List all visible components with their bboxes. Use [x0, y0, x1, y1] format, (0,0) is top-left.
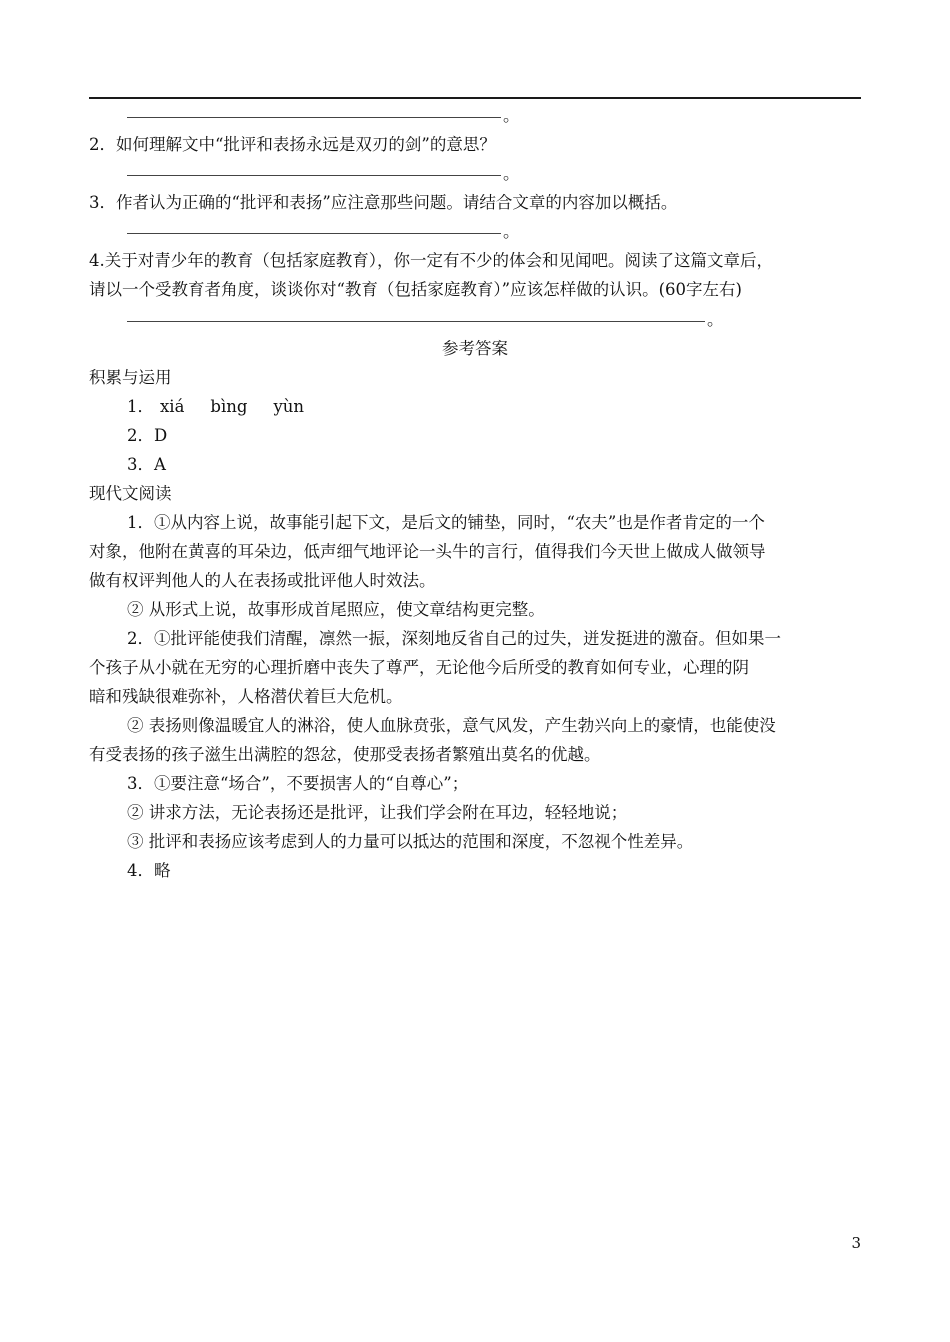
question-4-line-2: 请以一个受教育者角度，谈谈你对“教育（包括家庭教育）”应该怎样做的认识。(60字左右): [89, 280, 742, 299]
blank-period: 。: [503, 164, 520, 183]
reading-answer-3-line-2: ② 讲求方法，无论表扬还是批评，让我们学会附在耳边，轻轻地说；: [127, 803, 628, 822]
answer-blank-q3[interactable]: [127, 221, 520, 243]
page-number: 3: [851, 1234, 861, 1252]
reading-answer-2-line-3: 暗和残缺很难弥补，人格潜伏着巨大危机。: [89, 687, 403, 706]
header-rule: [89, 97, 861, 99]
blank-underline: [127, 320, 705, 322]
answer-2: 2．D: [127, 426, 168, 445]
blank-period: 。: [503, 222, 520, 241]
section-heading-modern-reading: 现代文阅读: [89, 484, 172, 503]
reading-answer-1-line-1: 1．①从内容上说，故事能引起下文，是后文的铺垫，同时，“农夫”也是作者肯定的一个: [127, 513, 765, 532]
reading-answer-4: 4．略: [127, 861, 171, 880]
blank-underline: [127, 232, 501, 234]
answers-title: 参考答案: [442, 339, 508, 358]
section-heading-accumulation: 积累与运用: [89, 368, 172, 387]
blank-underline: [127, 116, 501, 118]
answer-3: 3．A: [127, 455, 166, 474]
reading-answer-1-line-3: 做有权评判他人的人在表扬或批评他人时效法。: [89, 571, 436, 590]
answer-blank-q1[interactable]: [127, 105, 520, 127]
question-4-line-1: 4.关于对青少年的教育（包括家庭教育），你一定有不少的体会和见闻吧。阅读了这篇文章后，: [89, 251, 773, 270]
blank-period: 。: [503, 106, 520, 125]
pinyin-item: bìng: [210, 397, 248, 416]
reading-answer-2-part-2-line-2: 有受表扬的孩子滋生出满腔的怨忿，使那受表扬者繁殖出莫名的优越。: [89, 745, 601, 764]
reading-answer-1-part-2: ② 从形式上说，故事形成首尾照应，使文章结构更完整。: [127, 600, 545, 619]
question-2: 2．如何理解文中“批评和表扬永远是双刃的剑”的意思？: [89, 135, 496, 154]
answer-1-pinyin: [127, 396, 330, 418]
blank-period: 。: [707, 310, 724, 329]
answer-number: 1．: [127, 397, 154, 416]
blank-underline: [127, 174, 501, 176]
reading-answer-2-line-2: 个孩子从小就在无穷的心理折磨中丧失了尊严，无论他今后所受的教育如何专业，心理的阴: [89, 658, 749, 677]
answer-blank-q4[interactable]: [127, 309, 724, 331]
answer-blank-q2[interactable]: [127, 163, 520, 185]
reading-answer-2-part-2-line-1: ② 表扬则像温暖宜人的淋浴，使人血脉贲张，意气风发，产生勃兴向上的豪情，也能使没: [127, 716, 776, 735]
pinyin-item: xiá: [160, 397, 185, 416]
reading-answer-3-line-3: ③ 批评和表扬应该考虑到人的力量可以抵达的范围和深度，不忽视个性差异。: [127, 832, 694, 851]
question-3: 3．作者认为正确的“批评和表扬”应注意那些问题。请结合文章的内容加以概括。: [89, 193, 678, 212]
pinyin-item: yùn: [273, 397, 305, 416]
reading-answer-1-line-2: 对象，他附在黄喜的耳朵边，低声细气地评论一头牛的言行，值得我们今天世上做成人做领导: [89, 542, 766, 561]
reading-answer-3-line-1: 3．①要注意“场合”，不要损害人的“自尊心”；: [127, 774, 469, 793]
reading-answer-2-line-1: 2．①批评能使我们清醒，凛然一振，深刻地反省自己的过失，迸发挺进的激奋。但如果一: [127, 629, 781, 648]
